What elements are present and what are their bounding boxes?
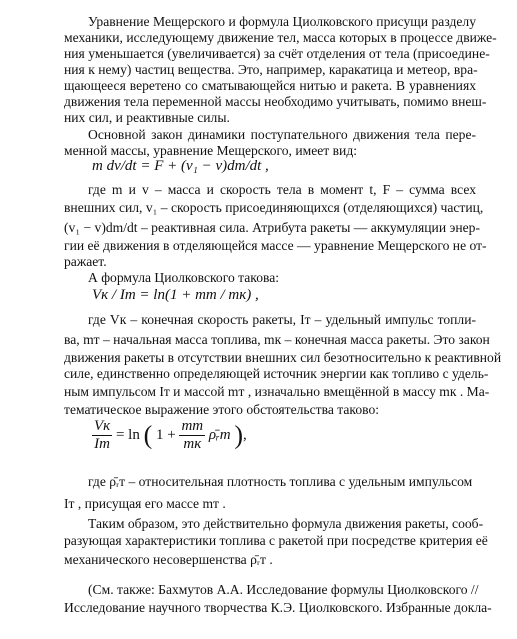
text-line: ным импульсом Iт и массой mт , изначально вмещённой в массу mк . Ма- [64, 384, 490, 399]
text-line: менной массы, уравнение Мещерского, имеет вид: [64, 143, 358, 158]
rho-symbol: ρ̄ᵣт [208, 427, 231, 443]
text-line: (См. также: Бахмутов А.А. Исследование формулы Циолковского // [88, 582, 479, 597]
eq-comma: , [243, 427, 247, 443]
density-formula [92, 418, 247, 453]
inner-fraction [179, 418, 205, 453]
text-line: ния уменьшается (увеличивается) за счёт отделения от тела (присоедине- [64, 46, 490, 61]
text-line: внешних сил, v₁ – скорость присоединяющихся (отделяющихся) частиц, [64, 200, 484, 215]
text-line: ражает. [64, 254, 107, 269]
text-line: Основной закон динамики поступательного движения тела пере- [88, 127, 476, 142]
text-line: ва, mт – начальная масса топлива, mк – конечная масса ракеты. Это закон [64, 332, 490, 347]
text-line: (v₁ − v)dm/dt – реактивная сила. Атрибута ракеты — аккумуляции энер- [64, 220, 480, 235]
text-line: механики, исследующему движение тел, масса которых в процессе движе- [64, 30, 497, 45]
close-paren: ) [234, 420, 244, 450]
meshchersky-equation: m dv/dt = F + (v₁ − v)dm/dt , [92, 158, 269, 174]
text-line: них сил, и реактивные силы. [64, 110, 230, 125]
inner-denominator: mк [183, 436, 202, 452]
text-line: разующая характеристики топлива с ракетой при посредстве критерия её [64, 533, 488, 548]
inner-numerator: mт [181, 418, 204, 434]
equals-ln: = ln [115, 427, 140, 443]
text-line: Таким образом, это действительно формула движения ракеты, сооб- [88, 516, 484, 531]
text-line: где m и v – масса и скорость тела в момент t, F – сумма всех [88, 182, 476, 197]
text-line: силе, единственно определяющей источник энергии как топливо с удель- [64, 366, 489, 381]
text-line: где ρ̄ᵣт – относительная плотность топлива с удельным импульсом [88, 474, 473, 489]
text-line: механического несовершенства ρ̄ᵣт . [64, 552, 273, 567]
text-line: Iт , присущая его массе mт . [64, 496, 226, 511]
text-line: движения тела переменной массы необходимо учитывать, помимо внеш- [64, 94, 487, 109]
lhs-denominator: Iт [94, 436, 110, 452]
text-line: щающееся веретено со сматывающейся нитью и ракета. В уравнениях [64, 78, 476, 93]
text-line: Исследование научного творчества К.Э. Циолковского. Избранные докла- [64, 600, 492, 615]
open-paren: ( [143, 420, 153, 450]
lhs-fraction [92, 418, 112, 453]
tsiolkovsky-formula: Vк / Iт = ln(1 + mт / mк) , [92, 287, 259, 303]
text-line: где Vк – конечная скорость ракеты, Iт – удельный импульс топли- [88, 312, 476, 327]
text-line: тематическое выражение этого обстоятельства таково: [64, 402, 380, 417]
one-plus: 1 + [156, 427, 176, 443]
lhs-numerator: Vк [94, 418, 111, 434]
text-line: Уравнение Мещерского и формула Циолковского присущи разделу [88, 14, 476, 29]
text-line: А формула Циолковского такова: [88, 270, 280, 285]
text-line: ния к нему) частиц вещества. Это, например, каракатица и метеор, вра- [64, 62, 478, 77]
text-line: гии её движения в отделяющейся массе — уравнение Мещерского не от- [64, 238, 487, 253]
text-line: движения ракеты в отсутствии внешних сил безотносительно к реактивной [64, 350, 502, 365]
